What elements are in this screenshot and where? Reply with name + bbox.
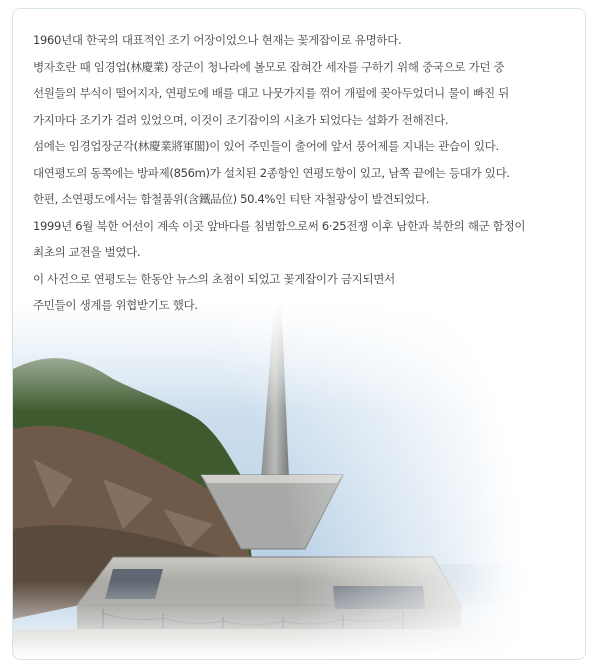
article-line: 주민들이 생계를 위협받기도 했다.: [33, 298, 198, 312]
article-line: 1960년대 한국의 대표적인 조기 어장이었으나 현재는 꽃게잡이로 유명하다.: [33, 33, 402, 47]
article-line: 이 사건으로 연평도는 한동안 뉴스의 초점이 되었고 꽃게잡이가 금지되면서: [33, 271, 395, 286]
article-text: [33, 27, 578, 319]
content-panel: [12, 8, 586, 660]
article-line: 1999년 6월 북한 어선이 계속 이곳 앞바다를 침범함으로써 6·25전쟁 이후 남한과 북한의 해군 함정이: [33, 218, 526, 233]
article-line: 대연평도의 동쪽에는 방파제(856m)가 설치된 2종항인 연평도항이 있고, 남쪽 끝에는 등대가 있다.: [33, 165, 510, 180]
article-line: 섬에는 임경업장군각(林慶業將軍閣)이 있어 주민들이 출어에 앞서 풍어제를 지내는 관습이 있다.: [33, 139, 499, 153]
article-line: 가지마다 조기가 걸려 있었으며, 이것이 조기잡이의 시초가 되었다는 설화가 전해진다.: [33, 112, 449, 127]
article-line: 선원들의 부식이 떨어지자, 연평도에 배를 대고 나뭇가지를 꺾어 개펄에 꽂아두었더니 물이 빠진 뒤: [33, 86, 509, 100]
article-line: 병자호란 때 임경업(林慶業) 장군이 청나라에 볼모로 잡혀간 세자를 구하기 위해 중국으로 가던 중: [33, 59, 505, 74]
article-line: 한편, 소연평도에서는 함철품위(含鐵品位) 50.4%인 티탄 자철광상이 발견되었다.: [33, 192, 430, 206]
article-line: 최초의 교전을 벌였다.: [33, 245, 141, 259]
